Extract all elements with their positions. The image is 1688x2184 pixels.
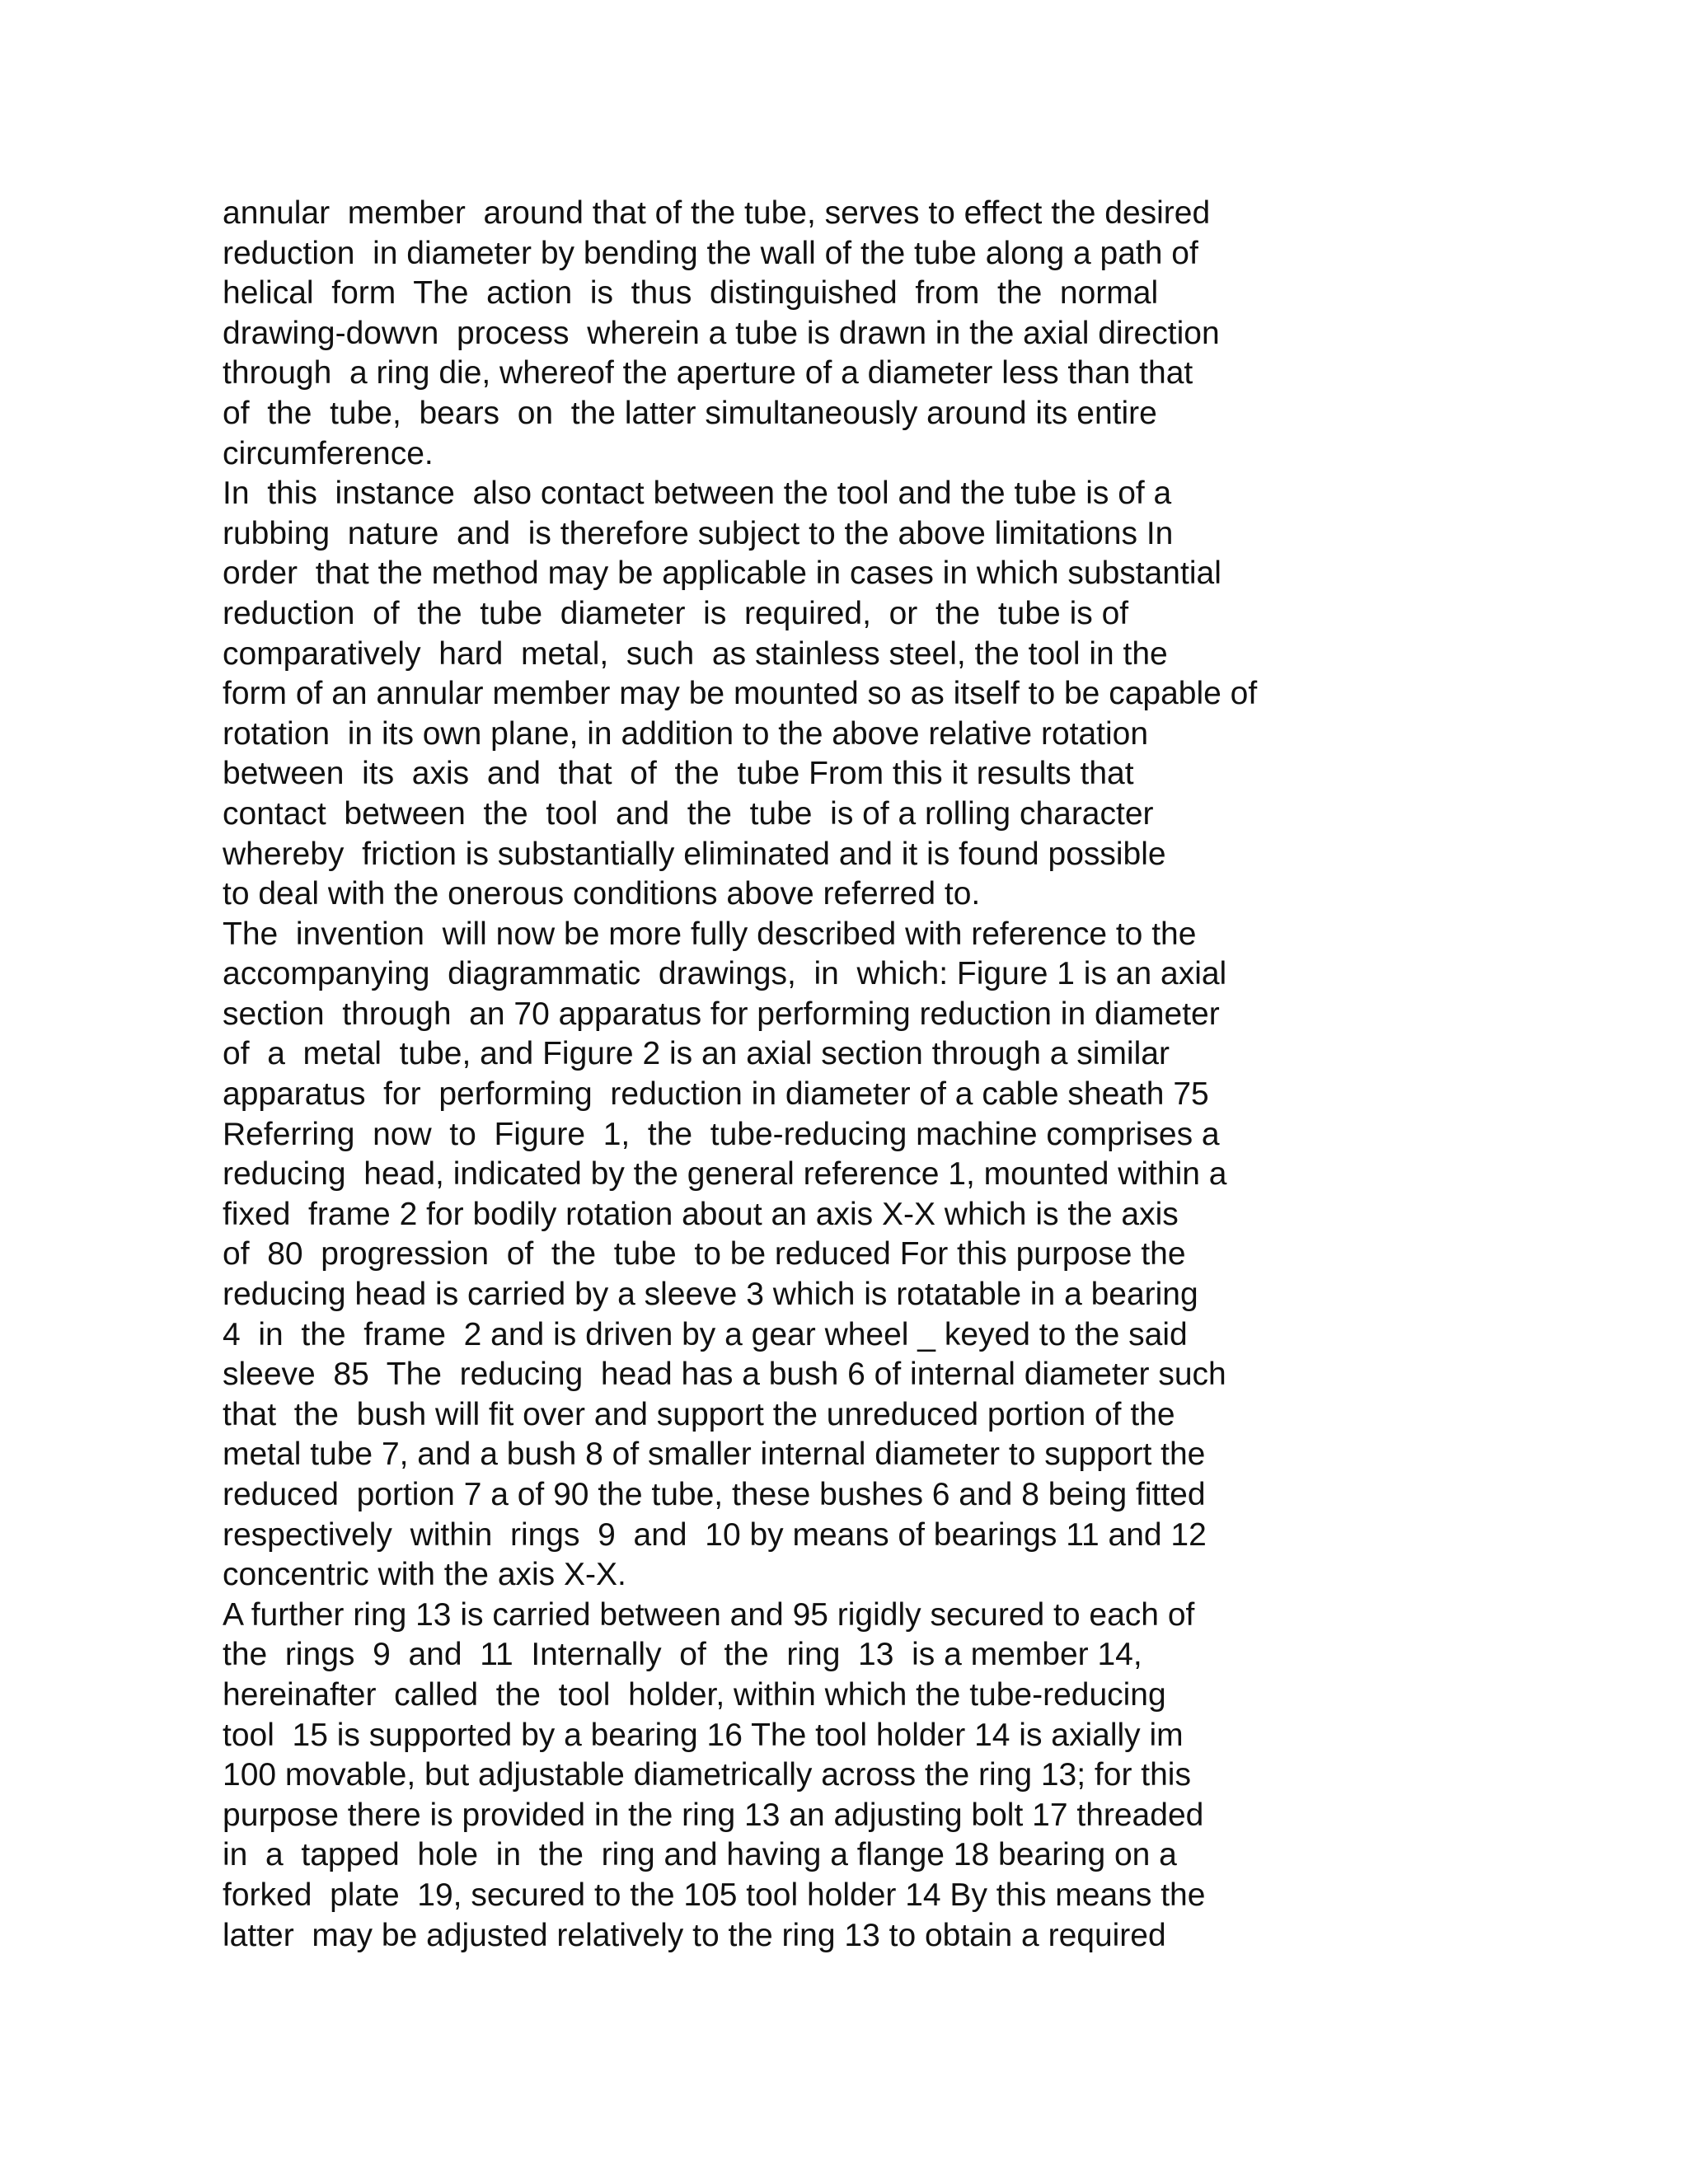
text-line: 4 in the frame 2 and is driven by a gear wheel _ keyed to the said [223,1316,1188,1352]
text-line: whereby friction is substantially eliminated and it is found possible [223,836,1166,872]
text-line: through a ring die, whereof the aperture of a diameter less than that [223,355,1193,391]
text-line: between its axis and that of the tube From this it results that [223,756,1134,792]
text-line: of the tube, bears on the latter simultaneously around its entire [223,395,1157,431]
text-line: Referring now to Figure 1, the tube-reducing machine comprises a [223,1116,1220,1152]
text-line: order that the method may be applicable in cases in which substantial [223,555,1221,592]
text-line: metal tube 7, and a bush 8 of smaller internal diameter to support the [223,1436,1206,1473]
text-line: forked plate 19, secured to the 105 tool holder 14 By this means the [223,1877,1206,1913]
text-line: rubbing nature and is therefore subject to the above limitations In [223,515,1174,551]
text-line: reducing head is carried by a sleeve 3 which is rotatable in a bearing [223,1277,1198,1313]
text-line: annular member around that of the tube, serves to effect the desired [223,195,1211,231]
text-line: hereinafter called the tool holder, within which the tube-reducing [223,1676,1166,1713]
text-line: The invention will now be more fully described with reference to the [223,916,1197,952]
text-line: of a metal tube, and Figure 2 is an axial section through a similar [223,1036,1170,1072]
text-line: rotation in its own plane, in addition to the above relative rotation [223,715,1149,752]
text-line: A further ring 13 is carried between and 95 rigidly secured to each of [223,1596,1195,1633]
text-line: respectively within rings 9 and 10 by means of bearings 11 and 12 [223,1516,1207,1553]
text-line: in a tapped hole in the ring and having a flange 18 bearing on a [223,1837,1177,1873]
text-line: reducing head, indicated by the general reference 1, mounted within a [223,1156,1227,1193]
text-line: that the bush will fit over and support the unreduced portion of the [223,1396,1175,1432]
body-text [223,194,1508,1956]
text-line: purpose there is provided in the ring 13 an adjusting bolt 17 threaded [223,1797,1204,1833]
text-line: accompanying diagrammatic drawings, in which: Figure 1 is an axial [223,956,1227,992]
text-line: In this instance also contact between the tool and the tube is of a [223,476,1172,512]
text-line: apparatus for performing reduction in diameter of a cable sheath 75 [223,1076,1209,1113]
text-line: reduced portion 7 a of 90 the tube, these bushes 6 and 8 being fitted [223,1477,1206,1512]
text-line: 100 movable, but adjustable diametrically across the ring 13; for this [223,1757,1191,1793]
text-line: reduction of the tube diameter is required, or the tube is of [223,595,1129,631]
text-line: section through an 70 apparatus for performing reduction in diameter [223,996,1220,1032]
text-line: reduction in diameter by bending the wall of the tube along a path of [223,235,1198,271]
text-line: fixed frame 2 for bodily rotation about an axis X-X which is the axis [223,1196,1179,1232]
text-line: the rings 9 and 11 Internally of the ring 13 is a member 14, [223,1637,1142,1673]
text-line: concentric with the axis X-X. [223,1557,626,1593]
text-line: form of an annular member may be mounted so as itself to be capable of [223,676,1258,712]
text-line: tool 15 is supported by a bearing 16 The tool holder 14 is axially im [223,1717,1184,1753]
text-line: circumference. [223,435,434,471]
text-line: helical form The action is thus distinguished from the normal [223,275,1159,312]
text-line: comparatively hard metal, such as stainless steel, the tool in the [223,635,1168,672]
text-line: latter may be adjusted relatively to the ring 13 to obtain a required [223,1917,1166,1953]
text-line: sleeve 85 The reducing head has a bush 6 of internal diameter such [223,1357,1226,1393]
text-line: contact between the tool and the tube is of a rolling character [223,795,1154,832]
text-line: drawing-dowvn process wherein a tube is drawn in the axial direction [223,315,1220,351]
text-line: of 80 progression of the tube to be reduced For this purpose the [223,1236,1186,1272]
text-line: to deal with the onerous conditions above referred to. [223,876,981,912]
